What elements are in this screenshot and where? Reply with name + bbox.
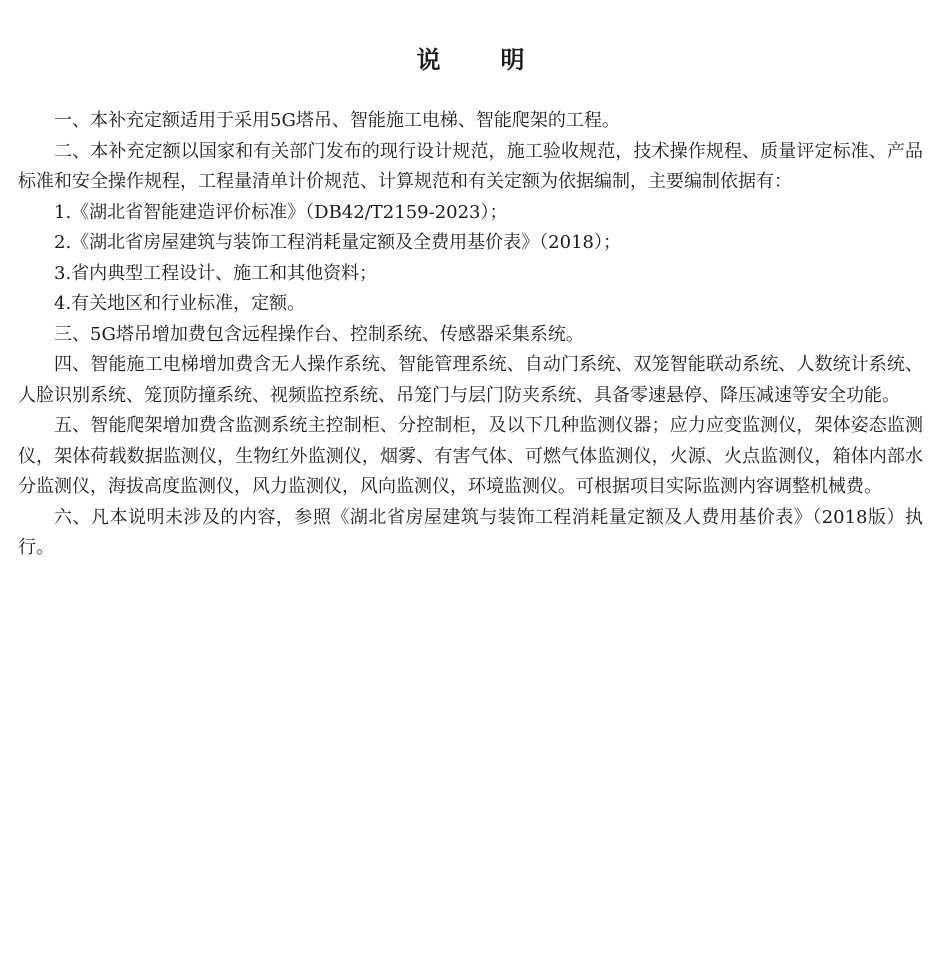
paragraph-4-construction-elevator: 四、智能施工电梯增加费含无人操作系统、智能管理系统、自动门系统、双笼智能联动系统、人数统计系统、人脸识别系统、笼顶防撞系统、视频监控系统、吊笼门与层门防夹系统、具备零速悬停、降压减速等安全功能。 — [18, 354, 923, 406]
basis-item-4: 4.有关地区和行业标准，定额。 — [54, 293, 306, 314]
paragraph-6-other: 六、凡本说明未涉及的内容，参照《湖北省房屋建筑与装饰工程消耗量定额及人费用基价表》（2018版）执行。 — [18, 506, 923, 558]
basis-item-3: 3.省内典型工程设计、施工和其他资料； — [54, 262, 378, 284]
paragraph-1-scope: 一、本补充定额适用于采用5G塔吊、智能施工电梯、智能爬架的工程。 — [54, 110, 620, 131]
basis-item-2: 2.《湖北省房屋建筑与装饰工程消耗量定额及全费用基价表》（2018）； — [54, 232, 621, 253]
paragraph-2-basis: 二、本补充定额以国家和有关部门发布的现行设计规范，施工验收规范，技术操作规程、质量评定标准、产品标准和安全操作规程，工程量清单计价规范、计算规范和有关定额为依据编制，主要编制依据有： — [18, 140, 923, 192]
paragraph-5-climbing-frame: 五、智能爬架增加费含监测系统主控制柜、分控制柜，及以下几种监测仪器；应力应变监测仪，架体姿态监测仪，架体荷载数据监测仪，生物红外监测仪，烟雾、有害气体、可燃气体监测仪，火源、火点监测仪，箱体内部水分监测仪，海拔高度监测仪，风力监测仪，风向监测仪，环境监测仪。可根据项目实际监测内容调整机械费。 — [18, 415, 923, 497]
document-body — [18, 106, 923, 564]
basis-item-1: 1.《湖北省智能建造评价标准》（DB42/T2159-2023）； — [54, 201, 508, 223]
page-title: 说 明 — [416, 45, 543, 74]
paragraph-3-tower-crane: 三、5G塔吊增加费包含远程操作台、控制系统、传感器采集系统。 — [54, 323, 584, 345]
